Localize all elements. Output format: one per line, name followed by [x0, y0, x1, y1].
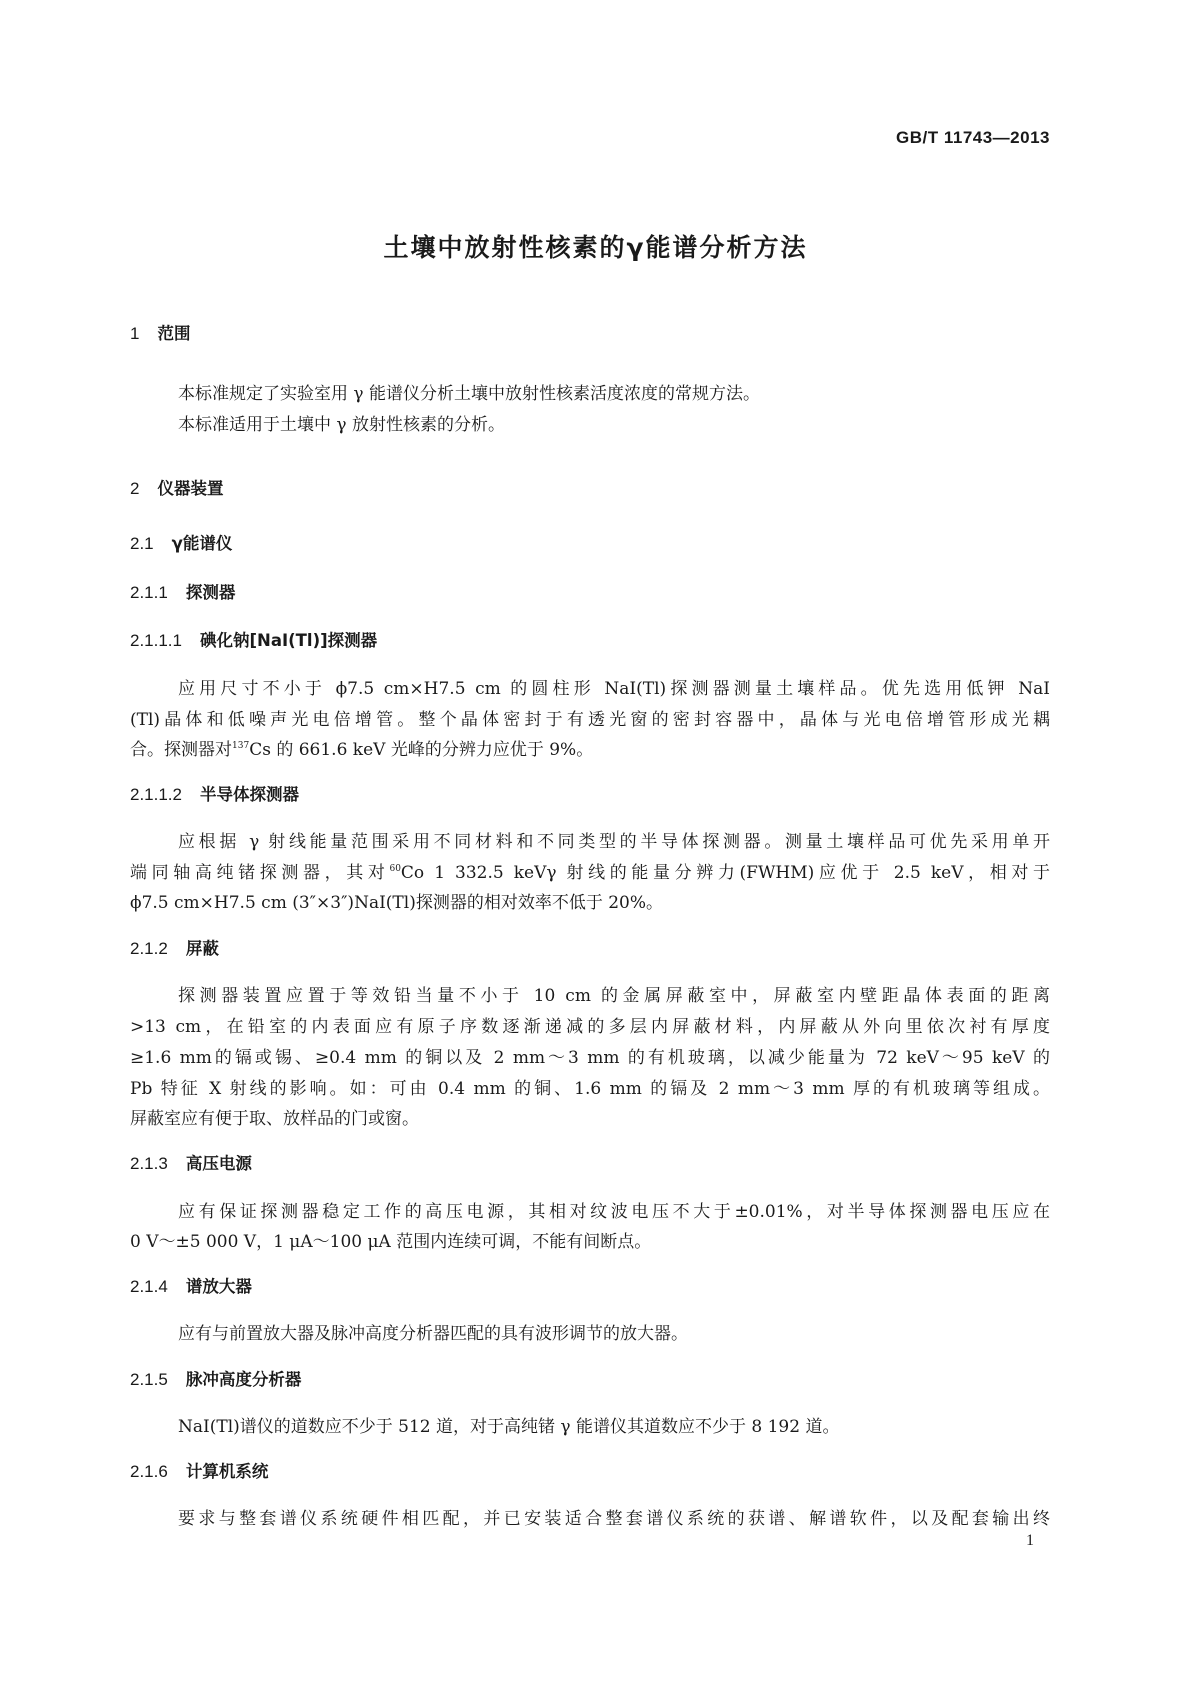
paragraph-line: 0 V～±5 000 V，1 μA～100 μA 范围内连续可调，不能有间断点。: [130, 1232, 652, 1252]
paragraph-line: ϕ7.5 cm×H7.5 cm (3″×3″)NaI(Tl)探测器的相对效率不低于 20%。: [130, 893, 664, 913]
paragraph-line: 应有保证探测器稳定工作的高压电源，其相对纹波电压不大于±0.01%，对半导体探测器电压应在: [178, 1202, 1050, 1222]
section-heading: 2.1.5 脉冲高度分析器: [130, 1370, 302, 1389]
paragraph-line: 端同轴高纯锗探测器，其对$^{60}$Co 1 332.5 keVγ 射线的能量分辨力(FWHM)应优于 2.5 keV，相对于: [130, 863, 1050, 883]
paragraph-line: (Tl)晶体和低噪声光电倍增管。整个晶体密封于有透光窗的密封容器中，晶体与光电倍增管形成光耦: [130, 710, 1050, 730]
paragraph-line: 探测器装置应置于等效铅当量不小于 10 cm 的金属屏蔽室中，屏蔽室内壁距晶体表面的距离: [178, 986, 1050, 1006]
paragraph-line: NaI(Tl)谱仪的道数应不少于 512 道，对于高纯锗 γ 能谱仪其道数应不少于 8 192 道。: [178, 1417, 840, 1437]
section-heading: 2.1.1.2 半导体探测器: [130, 785, 299, 804]
page-number: 1: [1026, 1532, 1034, 1549]
section-heading: 1 范围: [130, 324, 191, 343]
document-title: 土壤中放射性核素的γ能谱分析方法: [383, 233, 808, 262]
section-heading: 2.1.1.1 碘化钠[NaI(Tl)]探测器: [130, 631, 378, 650]
paragraph-line: Pb 特征 X 射线的影响。如：可由 0.4 mm 的铜、1.6 mm 的镉及 2 mm～3 mm 厚的有机玻璃等组成。: [130, 1079, 1050, 1099]
paragraph-line: 本标准适用于土壤中 γ 放射性核素的分析。: [178, 415, 505, 435]
paragraph-line: 应有与前置放大器及脉冲高度分析器匹配的具有波形调节的放大器。: [178, 1324, 688, 1344]
paragraph-line: 应用尺寸不小于 ϕ7.5 cm×H7.5 cm 的圆柱形 NaI(Tl)探测器测量土壤样品。优先选用低钾 NaI: [178, 679, 1050, 699]
section-heading: 2 仪器装置: [130, 479, 224, 498]
paragraph-line: 要求与整套谱仪系统硬件相匹配，并已安装适合整套谱仪系统的获谱、解谱软件，以及配套输出终: [178, 1509, 1050, 1529]
paragraph-line: 本标准规定了实验室用 γ 能谱仪分析土壤中放射性核素活度浓度的常规方法。: [178, 384, 760, 404]
paragraph-line: >13 cm，在铅室的内表面应有原子序数逐渐递减的多层内屏蔽材料，内屏蔽从外向里依次衬有厚度: [130, 1017, 1050, 1037]
section-heading: 2.1.3 高压电源: [130, 1154, 252, 1173]
paragraph-line: 合。探测器对$^{137}$Cs 的 661.6 keV 光峰的分辨力应优于 9%。: [130, 740, 594, 760]
section-heading: 2.1.4 谱放大器: [130, 1277, 252, 1296]
section-heading: 2.1.6 计算机系统: [130, 1462, 269, 1481]
paragraph-line: 应根据 γ 射线能量范围采用不同材料和不同类型的半导体探测器。测量土壤样品可优先采用单开: [178, 832, 1050, 852]
paragraph-line: 屏蔽室应有便于取、放样品的门或窗。: [130, 1109, 419, 1129]
paragraph-line: ≥1.6 mm的镉或锡、≥0.4 mm 的铜以及 2 mm～3 mm 的有机玻璃，以减少能量为 72 keV～95 keV 的: [130, 1048, 1050, 1068]
section-heading: 2.1.1 探测器: [130, 583, 236, 602]
section-heading: 2.1 γ能谱仪: [130, 534, 233, 553]
section-heading: 2.1.2 屏蔽: [130, 939, 219, 958]
standard-number: GB/T 11743—2013: [896, 128, 1050, 147]
